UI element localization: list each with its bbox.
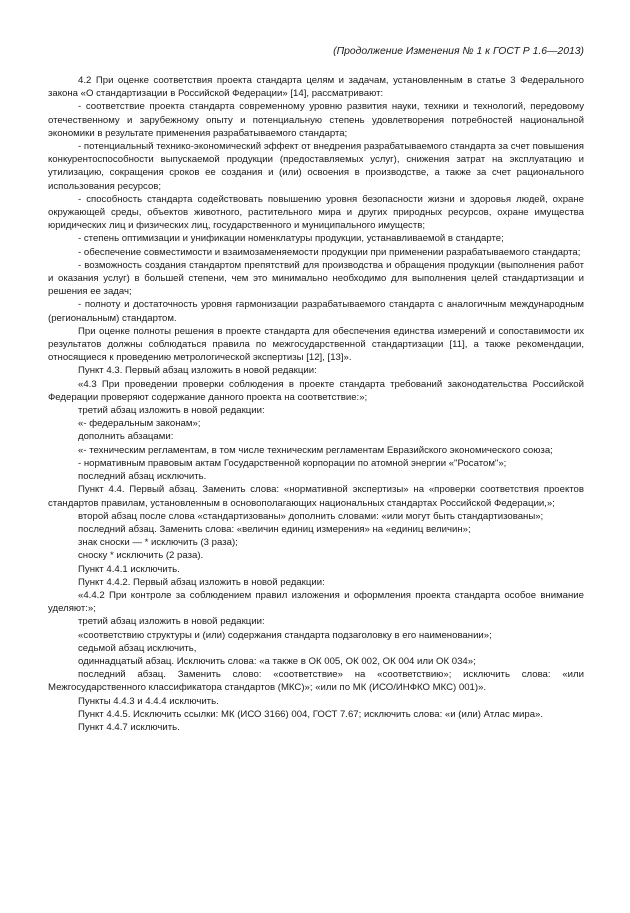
paragraph: одиннадцатый абзац. Исключить слова: «а также в ОК 005, ОК 002, ОК 004 или ОК 034»; [78, 655, 476, 667]
paragraph: третий абзац изложить в новой редакции: [78, 405, 265, 417]
paragraph: - потенциальный технико-экономический эффект от внедрения разрабатываемого стандарта за счет повышения конкурентоспособности выпускаемой продукции (предоставляемых услуг), снижения затрат на эксплуатацию и утилизацию, сокращения сроков ее создания и (или) освоения в производстве, а также за счет рационального использования ресурсов; [48, 141, 584, 192]
paragraph: Пункт 4.4. Первый абзац. Заменить слова: «нормативной экспертизы» на «проверки соответствия проектов стандартов правилам, установленным в основополагающих национальных стандартах Российской Федерации,»; [48, 484, 584, 509]
paragraph: - степень оптимизации и унификации номенклатуры продукции, устанавливаемой в стандарте; [78, 233, 504, 245]
paragraph: Пункт 4.4.1 исключить. [78, 563, 180, 575]
paragraph: «соответствию структуры и (или) содержания стандарта подзаголовку в его наименовании»; [78, 629, 492, 641]
document-body [48, 74, 584, 734]
paragraph: - нормативным правовым актам Государственной корпорации по атомной энергии «"Росатом"»; [78, 457, 507, 469]
paragraph: «- техническим регламентам, в том числе техническим регламентам Евразийского экономического союза; [78, 444, 553, 456]
paragraph: При оценке полноты решения в проекте стандарта для обеспечения единства измерений и сопоставимости их результатов должны соблюдаться правила по межгосударственной стандартизации [11], а также рекомендации, относящиеся к проведению метрологической экспертизы [12], [13]». [48, 325, 584, 364]
paragraph: Пункты 4.4.3 и 4.4.4 исключить. [78, 695, 219, 707]
paragraph: третий абзац изложить в новой редакции: [78, 616, 265, 628]
paragraph: - соответствие проекта стандарта современному уровню развития науки, техники и технологий, передовому отечественному и зарубежному опыту и потенциальную степень удовлетворения потребностей национальной экономики в результате применения разрабатываемого стандарта; [48, 101, 584, 139]
paragraph: - полноту и достаточность уровня гармонизации разрабатываемого стандарта с аналогичным международным (региональным) стандартом. [48, 299, 584, 324]
paragraph: «4.4.2 При контроле за соблюдением правил изложения и оформления проекта стандарта особое внимание уделяют:»; [48, 589, 584, 615]
paragraph: Пункт 4.4.7 исключить. [78, 721, 180, 733]
paragraph: Пункт 4.3. Первый абзац изложить в новой редакции: [78, 365, 317, 377]
document-page [48, 45, 584, 734]
paragraph: сноску * исключить (2 раза). [78, 550, 204, 562]
paragraph: последний абзац. Заменить слова: «величин единиц измерения» на «единиц величин»; [78, 523, 471, 535]
paragraph: - способность стандарта содействовать повышению уровня безопасности жизни и здоровья людей, охране окружающей среды, объектов животного, растительного мира и других природных ресурсов, охране имущества юридических лиц и физических лиц, государственного и муниципального имуществ; [48, 193, 584, 232]
page-header: (Продолжение Изменения № 1 к ГОСТ Р 1.6—2013) [333, 46, 584, 57]
paragraph: дополнить абзацами: [78, 431, 174, 443]
paragraph: знак сноски — * исключить (3 раза); [78, 537, 238, 549]
paragraph: последний абзац исключить. [78, 471, 207, 483]
paragraph: Пункт 4.4.2. Первый абзац изложить в новой редакции: [78, 576, 325, 588]
paragraph: «- федеральным законам»; [78, 418, 201, 430]
paragraph: «4.3 При проведении проверки соблюдения в проекте стандарта требований законодательства Российской Федерации проверяют содержание данного проекта на соответствие:»; [48, 378, 584, 403]
paragraph: 4.2 При оценке соответствия проекта стандарта целям и задачам, установленным в статье 3 Федерального закона «О стандартизации в Российской Федерации» [14], рассматривают: [48, 75, 584, 100]
paragraph: - обеспечение совместимости и взаимозаменяемости продукции при применении разрабатываемого стандарта; [78, 246, 581, 258]
paragraph: - возможность создания стандартом препятствий для производства и обращения продукции (выполнения работ и оказания услуг) в большей степени, чем это минимально необходимо для выполнения целей стандартизации и решения ее задач; [48, 259, 584, 298]
paragraph: последний абзац. Заменить слово: «соответствие» на «соответствию»; исключить слова: «или Межгосударственного классификатора стандартов (МКС)»; «или по МК (ИСО/ИНФКО МКС) 001)». [48, 669, 584, 694]
paragraph: Пункт 4.4.5. Исключить ссылки: МК (ИСО 3166) 004, ГОСТ 7.67; исключить слова: «и (или) Атлас мира». [78, 708, 544, 720]
paragraph: второй абзац после слова «стандартизованы» дополнить словами: «или могут быть стандартизованы»; [78, 510, 544, 522]
paragraph: седьмой абзац исключить, [78, 642, 197, 654]
